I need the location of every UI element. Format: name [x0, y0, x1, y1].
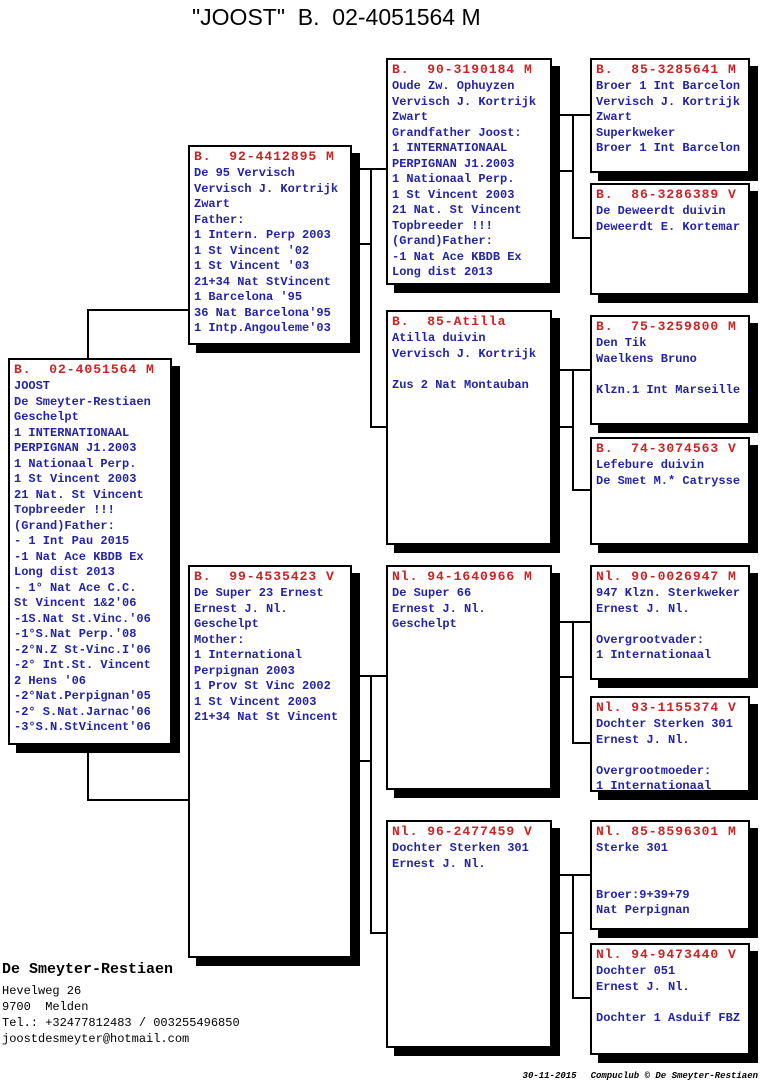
- pedigree-box-great-grandparent-4: [590, 437, 750, 545]
- text-line: (Grand)Father:: [392, 234, 493, 248]
- text-line: Sterke 301: [596, 841, 669, 855]
- ring-number: B. 86-3286389 V: [596, 187, 737, 202]
- text-line: 1 St Vincent '02: [194, 243, 310, 258]
- text-line: Dochter 1 Asduif FBZ: [596, 1010, 741, 1025]
- connector-line: [352, 243, 370, 245]
- pedigree-notes: [14, 379, 168, 736]
- connector-line: [370, 426, 386, 428]
- text-line: Tel.: +32477812483 / 003255496850: [2, 1016, 240, 1030]
- text-line: 1 INTERNATIONAAL: [14, 425, 130, 440]
- ring-number: B. 85-3285641 M: [596, 62, 737, 77]
- text-line: Dochter Sterken 301: [392, 841, 529, 855]
- text-line: -1 Nat Ace KBDB Ex: [14, 549, 144, 564]
- connector-line: [352, 168, 386, 170]
- text-line: [596, 617, 746, 633]
- text-line: Zus 2 Nat Montauban: [392, 377, 529, 392]
- pedigree-box-father: [188, 145, 352, 345]
- text-line: 21 Nat. St Vincent: [14, 487, 144, 502]
- pedigree-notes: [596, 841, 746, 919]
- text-line: Geschelpt: [392, 617, 457, 631]
- pedigree-box-subject: [8, 358, 172, 745]
- ring-number: Nl. 93-1155374 V: [596, 700, 737, 715]
- text-line: PERPIGNAN J1.2003: [14, 441, 137, 455]
- copyright-credit: Compuclub © De Smeyter-Restiaen: [590, 1071, 758, 1081]
- text-line: Long dist 2013: [14, 565, 115, 579]
- ring-number: B. 02-4051564 M: [14, 362, 155, 377]
- pedigree-box-great-grandparent-6: [590, 696, 750, 792]
- text-line: joostdesmeyter@hotmail.com: [2, 1032, 190, 1046]
- text-line: Nat Perpignan: [596, 903, 690, 917]
- text-line: 36 Nat Barcelona'95: [194, 305, 331, 320]
- ring-number: Nl. 90-0026947 M: [596, 569, 737, 584]
- pedigree-box-grandfather-paternal: [386, 58, 552, 285]
- text-line: -1 Nat Ace KBDB Ex: [392, 249, 522, 264]
- pedigree-box-great-grandparent-1: [590, 58, 750, 173]
- text-line: St Vincent 1&2'06: [14, 596, 137, 610]
- ring-number: Nl. 94-1640966 M: [392, 569, 533, 584]
- text-line: 1 Internationaal: [596, 648, 712, 662]
- pedigree-notes: [194, 166, 348, 337]
- text-line: -2°Nat.Perpignan'05: [14, 689, 151, 703]
- text-line: - 1° Nat Ace C.C.: [14, 580, 137, 595]
- footer: [501, 1058, 758, 1092]
- text-line: Ernest J. Nl.: [392, 856, 486, 871]
- print-date: 30-11-2015: [522, 1071, 577, 1081]
- text-line: Deweerdt E. Kortemar: [596, 219, 741, 234]
- text-line: -1°S.Nat Perp.'08: [14, 627, 137, 641]
- text-line: 1 Nationaal Perp.: [14, 456, 137, 471]
- connector-line: [572, 237, 590, 239]
- ring-number: B. 92-4412895 M: [194, 149, 335, 164]
- text-line: -2° S.Nat.Jarnac'06: [14, 704, 151, 719]
- text-line: [596, 995, 746, 1011]
- text-line: [596, 748, 746, 764]
- breeder-name: De Smeyter-Restiaen: [2, 961, 174, 978]
- text-line: Zwart: [596, 110, 633, 124]
- pedigree-notes: [596, 204, 746, 235]
- text-line: [596, 857, 746, 873]
- pedigree-box-great-grandparent-5: [590, 565, 750, 680]
- connector-line: [572, 997, 590, 999]
- text-line: Topbreeder !!!: [14, 503, 115, 517]
- text-line: Waelkens Bruno: [596, 351, 697, 366]
- ring-number: B. 90-3190184 M: [392, 62, 533, 77]
- text-line: 2 Hens '06: [14, 673, 87, 688]
- text-line: 1 International: [194, 648, 303, 662]
- breeder-address: [2, 983, 240, 1047]
- connector-line: [572, 742, 590, 744]
- text-line: Atilla duivin: [392, 331, 486, 345]
- connector-line: [87, 745, 89, 801]
- text-line: 1 Intern. Perp 2003: [194, 228, 331, 242]
- ring-number: Nl. 85-8596301 M: [596, 824, 737, 839]
- text-line: Perpignan 2003: [194, 663, 295, 678]
- text-line: Klzn.1 Int Marseille: [596, 382, 741, 397]
- text-line: 947 Klzn. Sterkweker: [596, 586, 741, 600]
- text-line: Vervisch J. Kortrijk: [392, 346, 537, 361]
- text-line: De Super 66: [392, 586, 472, 600]
- text-line: [392, 362, 548, 378]
- text-line: Lefebure duivin: [596, 458, 705, 472]
- connector-line: [572, 114, 574, 239]
- connector-line: [552, 114, 590, 116]
- pedigree-box-great-grandparent-8: [590, 943, 750, 1055]
- connector-line: [352, 760, 370, 762]
- text-line: Geschelpt: [14, 410, 79, 424]
- text-line: -1S.Nat St.Vinc.'06: [14, 611, 151, 626]
- text-line: Ernest J. Nl.: [392, 601, 486, 616]
- connector-line: [552, 676, 572, 678]
- connector-line: [552, 932, 572, 934]
- text-line: Grandfather Joost:: [392, 125, 522, 140]
- connector-line: [552, 369, 590, 371]
- text-line: [596, 367, 746, 383]
- pedigree-notes: [392, 79, 548, 281]
- text-line: Ernest J. Nl.: [596, 601, 690, 616]
- pedigree-notes: [596, 336, 746, 398]
- pedigree-notes: [596, 79, 746, 157]
- text-line: - 1 Int Pau 2015: [14, 534, 130, 548]
- connector-line: [370, 932, 386, 934]
- ring-number: B. 75-3259800 M: [596, 319, 737, 334]
- text-line: Overgrootvader:: [596, 632, 705, 647]
- ring-number: B. 85-Atilla: [392, 314, 507, 329]
- connector-line: [370, 168, 372, 428]
- text-line: 1 Prov St Vinc 2002: [194, 679, 331, 693]
- connector-line: [572, 369, 574, 491]
- ring-number: B. 74-3074563 V: [596, 441, 737, 456]
- pedigree-notes: [392, 841, 548, 872]
- text-line: Zwart: [194, 197, 231, 211]
- connector-line: [87, 309, 188, 311]
- text-line: 1 Intp.Angouleme'03: [194, 321, 331, 335]
- text-line: De Deweerdt duivin: [596, 204, 726, 218]
- connector-line: [370, 675, 372, 934]
- text-line: (Grand)Father:: [14, 518, 115, 533]
- text-line: De 95 Vervisch: [194, 166, 295, 180]
- connector-line: [87, 799, 188, 801]
- text-line: 21+34 Nat St Vincent: [194, 710, 339, 724]
- text-line: Ernest J. Nl.: [596, 979, 690, 994]
- text-line: Vervisch J. Kortrijk: [194, 181, 339, 196]
- ring-number: Nl. 94-9473440 V: [596, 947, 737, 962]
- pedigree-notes: [392, 331, 548, 393]
- pedigree-box-grandmother-maternal: [386, 820, 552, 1048]
- connector-line: [572, 621, 574, 744]
- pedigree-box-grandfather-maternal: [386, 565, 552, 790]
- text-line: 1 St Vincent 2003: [14, 472, 137, 486]
- pedigree-notes: [596, 458, 746, 489]
- text-line: Superkweker: [596, 125, 676, 140]
- text-line: 1 Internationaal: [596, 779, 712, 792]
- pedigree-box-grandmother-paternal: [386, 310, 552, 545]
- text-line: 1 St Vincent 2003: [392, 187, 515, 202]
- text-line: JOOST: [14, 379, 51, 393]
- text-line: Overgrootmoeder:: [596, 763, 712, 778]
- connector-line: [552, 426, 572, 428]
- text-line: -2°N.Z St-Vinc.I'06: [14, 642, 151, 657]
- text-line: Ernest J. Nl.: [194, 601, 288, 616]
- connector-line: [552, 170, 572, 172]
- text-line: -2° Int.St. Vincent: [14, 658, 151, 672]
- text-line: 1 St Vincent '03: [194, 259, 310, 273]
- text-line: 1 Barcelona '95: [194, 290, 303, 304]
- text-line: De Super 23 Ernest: [194, 586, 324, 600]
- text-line: Hevelweg 26: [2, 984, 82, 998]
- text-line: Zwart: [392, 110, 429, 124]
- text-line: Den Tik: [596, 336, 647, 350]
- text-line: Geschelpt: [194, 617, 259, 631]
- pedigree-notes: [596, 586, 746, 664]
- text-line: Dochter Sterken 301: [596, 717, 733, 731]
- text-line: Broer 1 Int Barcelon: [596, 141, 741, 155]
- connector-line: [572, 874, 574, 999]
- text-line: De Smet M.* Catrysse: [596, 473, 741, 488]
- text-line: Ernest J. Nl.: [596, 732, 690, 747]
- text-line: Mother:: [194, 632, 245, 647]
- pedigree-box-mother: [188, 565, 352, 958]
- pedigree-box-great-grandparent-2: [590, 183, 750, 295]
- pedigree-notes: [596, 964, 746, 1026]
- text-line: Topbreeder !!!: [392, 218, 493, 233]
- text-line: 1 INTERNATIONAAL: [392, 141, 508, 155]
- pedigree-notes: [194, 586, 348, 726]
- text-line: Broer 1 Int Barcelon: [596, 79, 741, 93]
- connector-line: [87, 309, 89, 358]
- text-line: Vervisch J. Kortrijk: [392, 94, 537, 109]
- text-line: Dochter 051: [596, 964, 676, 978]
- text-line: 1 Nationaal Perp.: [392, 172, 515, 186]
- connector-line: [572, 489, 590, 491]
- connector-line: [552, 874, 590, 876]
- text-line: 21 Nat. St Vincent: [392, 203, 522, 217]
- ring-number: B. 99-4535423 V: [194, 569, 335, 584]
- text-line: Vervisch J. Kortrijk: [596, 94, 741, 109]
- text-line: 21+34 Nat StVincent: [194, 274, 331, 289]
- pedigree-box-great-grandparent-3: [590, 315, 750, 425]
- connector-line: [352, 675, 386, 677]
- page-title: "JOOST" B. 02-4051564 M: [192, 4, 481, 30]
- pedigree-box-great-grandparent-7: [590, 820, 750, 930]
- text-line: -3°S.N.StVincent'06: [14, 720, 151, 734]
- connector-line: [552, 621, 590, 623]
- text-line: 1 St Vincent 2003: [194, 694, 317, 709]
- text-line: De Smeyter-Restiaen: [14, 394, 151, 409]
- text-line: Broer:9+39+79: [596, 887, 690, 902]
- pedigree-notes: [596, 717, 746, 792]
- text-line: [596, 872, 746, 888]
- ring-number: Nl. 96-2477459 V: [392, 824, 533, 839]
- text-line: Father:: [194, 212, 245, 227]
- pedigree-notes: [392, 586, 548, 633]
- text-line: PERPIGNAN J1.2003: [392, 156, 515, 171]
- text-line: Oude Zw. Ophuyzen: [392, 79, 515, 93]
- text-line: Long dist 2013: [392, 265, 493, 279]
- text-line: 9700 Melden: [2, 1000, 89, 1014]
